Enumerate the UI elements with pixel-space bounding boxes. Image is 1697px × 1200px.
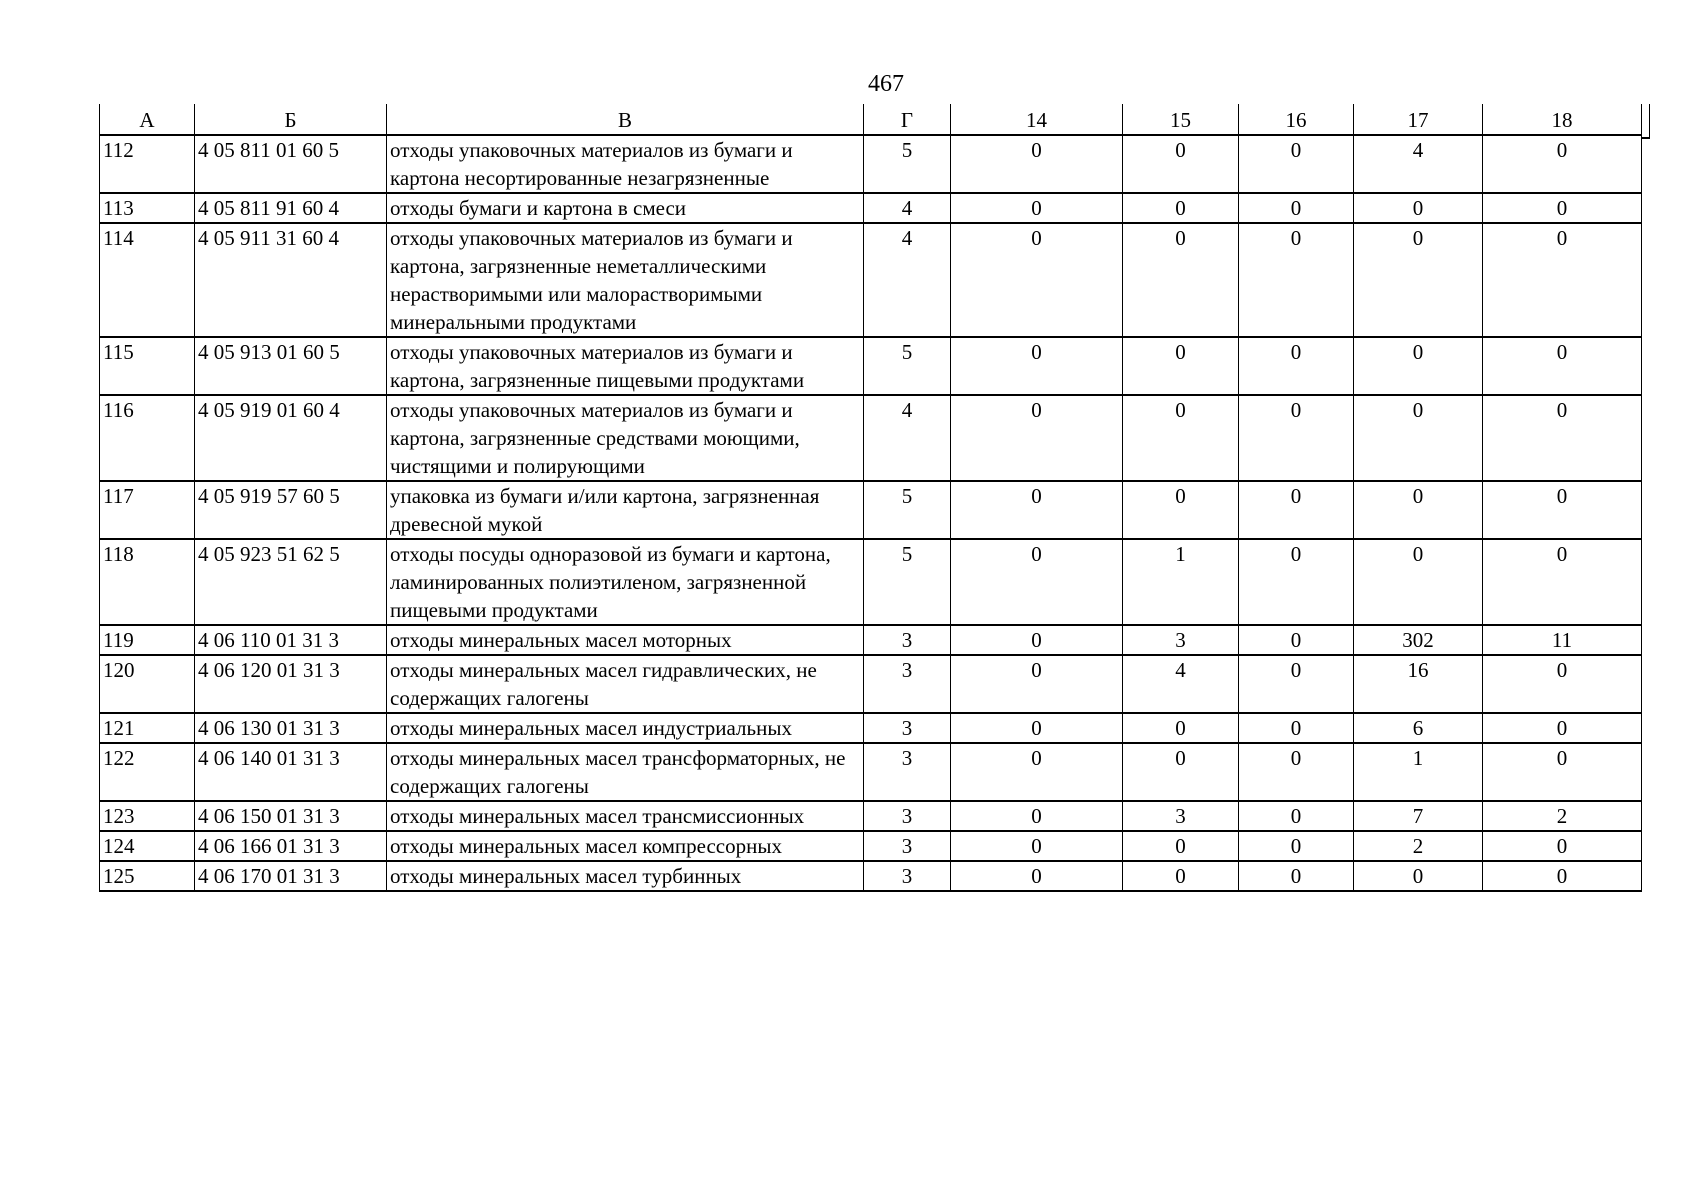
waste-name-cell: отходы минеральных масел трансмиссионных — [387, 801, 864, 831]
row-number-cell: 125 — [100, 861, 195, 891]
waste-name-cell: отходы минеральных масел индустриальных — [387, 713, 864, 743]
waste-code-cell: 4 05 811 91 60 4 — [195, 193, 387, 223]
col-17-cell: 0 — [1354, 861, 1483, 891]
col-16-cell: 0 — [1239, 481, 1354, 539]
col-15-cell: 0 — [1123, 831, 1239, 861]
col-17-cell: 0 — [1354, 337, 1483, 395]
col-17-cell: 1 — [1354, 743, 1483, 801]
col-15-cell: 0 — [1123, 395, 1239, 481]
col-17-cell: 2 — [1354, 831, 1483, 861]
hazard-class-cell: 5 — [864, 539, 951, 625]
col-14-cell: 0 — [951, 395, 1123, 481]
waste-code-cell: 4 06 140 01 31 3 — [195, 743, 387, 801]
hazard-class-cell: 3 — [864, 655, 951, 713]
col-16-cell: 0 — [1239, 539, 1354, 625]
col-16-cell: 0 — [1239, 625, 1354, 655]
waste-code-cell: 4 06 170 01 31 3 — [195, 861, 387, 891]
col-17-cell: 0 — [1354, 539, 1483, 625]
waste-name-cell: отходы упаковочных материалов из бумаги и картона несортированные незагрязненные — [387, 135, 864, 193]
waste-name-cell: отходы бумаги и картона в смеси — [387, 193, 864, 223]
waste-code-cell: 4 05 913 01 60 5 — [195, 337, 387, 395]
row-number-cell: 121 — [100, 713, 195, 743]
waste-name-cell: отходы минеральных масел трансформаторных, не содержащих галогены — [387, 743, 864, 801]
col-14-cell: 0 — [951, 713, 1123, 743]
waste-name-cell: отходы упаковочных материалов из бумаги и картона, загрязненные неметаллическими нерастворимыми или малорастворимыми минеральными продуктами — [387, 223, 864, 337]
col-15-cell: 0 — [1123, 223, 1239, 337]
page-number: 467 — [868, 71, 904, 97]
waste-code-cell: 4 06 120 01 31 3 — [195, 655, 387, 713]
col-16-cell: 0 — [1239, 655, 1354, 713]
col-17-cell: 6 — [1354, 713, 1483, 743]
hazard-class-cell: 4 — [864, 223, 951, 337]
col-18-cell: 2 — [1483, 801, 1642, 831]
col-18-cell: 0 — [1483, 743, 1642, 801]
col-17-cell: 7 — [1354, 801, 1483, 831]
col-16-cell: 0 — [1239, 135, 1354, 193]
col-16-cell: 0 — [1239, 337, 1354, 395]
col-15-cell: 4 — [1123, 655, 1239, 713]
header-col-16: 16 — [1239, 104, 1354, 135]
col-15-cell: 0 — [1123, 713, 1239, 743]
col-18-cell: 0 — [1483, 395, 1642, 481]
col-15-cell: 0 — [1123, 337, 1239, 395]
row-number-cell: 113 — [100, 193, 195, 223]
row-number-cell: 114 — [100, 223, 195, 337]
row-number-cell: 118 — [100, 539, 195, 625]
header-col-18: 18 — [1483, 104, 1642, 135]
waste-code-cell: 4 05 919 01 60 4 — [195, 395, 387, 481]
waste-name-cell: отходы минеральных масел моторных — [387, 625, 864, 655]
col-14-cell: 0 — [951, 861, 1123, 891]
col-17-cell: 0 — [1354, 481, 1483, 539]
table-row — [100, 395, 1642, 481]
row-number-cell: 116 — [100, 395, 195, 481]
header-col-g: Г — [864, 104, 951, 135]
table-header — [100, 104, 1642, 135]
col-15-cell: 3 — [1123, 625, 1239, 655]
col-15-cell: 0 — [1123, 135, 1239, 193]
waste-code-cell: 4 06 166 01 31 3 — [195, 831, 387, 861]
table-row — [100, 861, 1642, 891]
col-18-cell: 0 — [1483, 223, 1642, 337]
table-row — [100, 655, 1642, 713]
hazard-class-cell: 4 — [864, 193, 951, 223]
row-number-cell: 123 — [100, 801, 195, 831]
header-col-v: В — [387, 104, 864, 135]
col-17-cell: 0 — [1354, 193, 1483, 223]
header-col-17: 17 — [1354, 104, 1483, 135]
table-row — [100, 743, 1642, 801]
col-14-cell: 0 — [951, 223, 1123, 337]
col-15-cell: 3 — [1123, 801, 1239, 831]
waste-name-cell: отходы посуды одноразовой из бумаги и картона, ламинированных полиэтиленом, загрязненной пищевыми продуктами — [387, 539, 864, 625]
row-number-cell: 119 — [100, 625, 195, 655]
col-18-cell: 0 — [1483, 861, 1642, 891]
row-number-cell: 120 — [100, 655, 195, 713]
col-18-cell: 0 — [1483, 135, 1642, 193]
table-row — [100, 481, 1642, 539]
col-17-cell: 302 — [1354, 625, 1483, 655]
col-16-cell: 0 — [1239, 801, 1354, 831]
hazard-class-cell: 5 — [864, 337, 951, 395]
col-18-cell: 0 — [1483, 193, 1642, 223]
col-17-cell: 16 — [1354, 655, 1483, 713]
waste-code-cell: 4 05 919 57 60 5 — [195, 481, 387, 539]
hazard-class-cell: 3 — [864, 861, 951, 891]
header-row — [100, 104, 1642, 135]
col-16-cell: 0 — [1239, 831, 1354, 861]
waste-code-cell: 4 06 130 01 31 3 — [195, 713, 387, 743]
row-number-cell: 115 — [100, 337, 195, 395]
col-14-cell: 0 — [951, 831, 1123, 861]
hazard-class-cell: 4 — [864, 395, 951, 481]
table-row — [100, 135, 1642, 193]
col-18-cell: 0 — [1483, 481, 1642, 539]
col-18-cell: 0 — [1483, 655, 1642, 713]
waste-name-cell: отходы минеральных масел гидравлических, не содержащих галогены — [387, 655, 864, 713]
col-14-cell: 0 — [951, 193, 1123, 223]
col-17-cell: 4 — [1354, 135, 1483, 193]
col-14-cell: 0 — [951, 625, 1123, 655]
table-row — [100, 337, 1642, 395]
waste-code-cell: 4 05 911 31 60 4 — [195, 223, 387, 337]
hazard-class-cell: 3 — [864, 801, 951, 831]
col-17-cell: 0 — [1354, 223, 1483, 337]
header-rule-extension — [1641, 137, 1649, 139]
col-14-cell: 0 — [951, 481, 1123, 539]
table-row — [100, 625, 1642, 655]
table-row — [100, 831, 1642, 861]
table-row — [100, 539, 1642, 625]
header-col-b: Б — [195, 104, 387, 135]
waste-name-cell: отходы упаковочных материалов из бумаги и картона, загрязненные средствами моющими, чистящими и полирующими — [387, 395, 864, 481]
waste-name-cell: отходы минеральных масел компрессорных — [387, 831, 864, 861]
hazard-class-cell: 3 — [864, 831, 951, 861]
col-18-cell: 0 — [1483, 831, 1642, 861]
hazard-class-cell: 3 — [864, 713, 951, 743]
col-16-cell: 0 — [1239, 395, 1354, 481]
hazard-class-cell: 3 — [864, 743, 951, 801]
table-row — [100, 713, 1642, 743]
header-col-a: А — [100, 104, 195, 135]
waste-code-cell: 4 05 923 51 62 5 — [195, 539, 387, 625]
header-col-15: 15 — [1123, 104, 1239, 135]
row-number-cell: 112 — [100, 135, 195, 193]
col-14-cell: 0 — [951, 743, 1123, 801]
col-14-cell: 0 — [951, 337, 1123, 395]
col-18-cell: 0 — [1483, 539, 1642, 625]
col-14-cell: 0 — [951, 135, 1123, 193]
header-right-edge — [1649, 104, 1650, 139]
col-16-cell: 0 — [1239, 223, 1354, 337]
col-16-cell: 0 — [1239, 193, 1354, 223]
table-row — [100, 223, 1642, 337]
hazard-class-cell: 5 — [864, 481, 951, 539]
waste-code-cell: 4 06 150 01 31 3 — [195, 801, 387, 831]
col-15-cell: 0 — [1123, 861, 1239, 891]
waste-name-cell: отходы минеральных масел турбинных — [387, 861, 864, 891]
col-14-cell: 0 — [951, 655, 1123, 713]
waste-table — [99, 104, 1642, 892]
waste-code-cell: 4 05 811 01 60 5 — [195, 135, 387, 193]
col-16-cell: 0 — [1239, 713, 1354, 743]
table-row — [100, 193, 1642, 223]
col-17-cell: 0 — [1354, 395, 1483, 481]
table-row — [100, 801, 1642, 831]
col-18-cell: 0 — [1483, 713, 1642, 743]
row-number-cell: 117 — [100, 481, 195, 539]
hazard-class-cell: 5 — [864, 135, 951, 193]
col-16-cell: 0 — [1239, 743, 1354, 801]
col-15-cell: 0 — [1123, 481, 1239, 539]
col-14-cell: 0 — [951, 539, 1123, 625]
col-15-cell: 0 — [1123, 193, 1239, 223]
waste-name-cell: упаковка из бумаги и/или картона, загрязненная древесной мукой — [387, 481, 864, 539]
waste-code-cell: 4 06 110 01 31 3 — [195, 625, 387, 655]
col-16-cell: 0 — [1239, 861, 1354, 891]
row-number-cell: 124 — [100, 831, 195, 861]
waste-name-cell: отходы упаковочных материалов из бумаги и картона, загрязненные пищевыми продуктами — [387, 337, 864, 395]
col-18-cell: 0 — [1483, 337, 1642, 395]
header-col-14: 14 — [951, 104, 1123, 135]
row-number-cell: 122 — [100, 743, 195, 801]
col-15-cell: 1 — [1123, 539, 1239, 625]
hazard-class-cell: 3 — [864, 625, 951, 655]
col-18-cell: 11 — [1483, 625, 1642, 655]
table-body — [100, 135, 1642, 891]
col-15-cell: 0 — [1123, 743, 1239, 801]
col-14-cell: 0 — [951, 801, 1123, 831]
